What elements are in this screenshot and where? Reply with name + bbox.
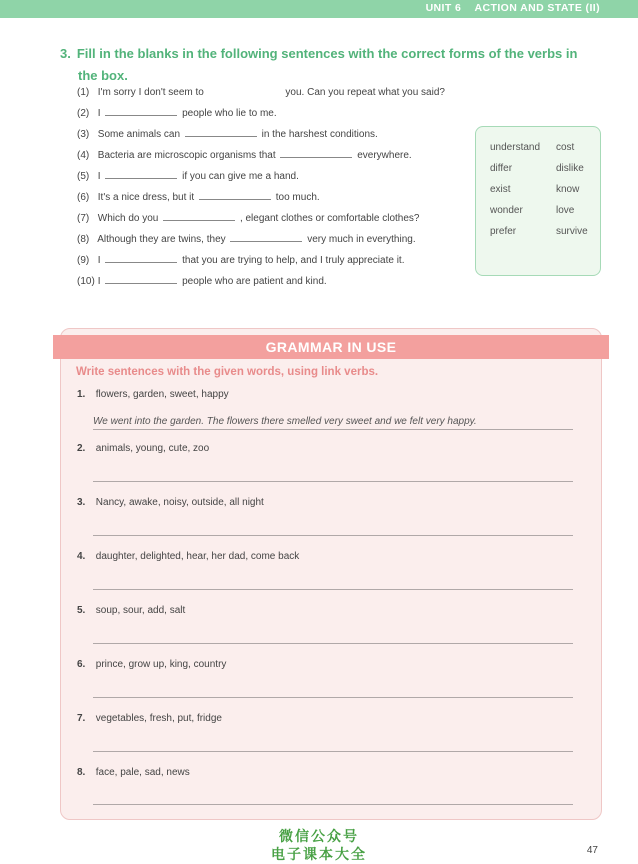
sentence-after: very much in everything. — [307, 234, 416, 245]
sentence-before: It's a nice dress, but it — [97, 192, 195, 203]
sentence-number: (6) — [77, 192, 90, 203]
answer-line[interactable] — [93, 535, 573, 536]
word-item: prefer — [490, 226, 517, 237]
sentence-number: (5) — [77, 171, 90, 182]
sentence-item — [77, 253, 477, 274]
sentence-number: (4) — [77, 150, 90, 161]
given-words: prince, grow up, king, country — [95, 659, 227, 670]
sentence-number: (3) — [77, 129, 90, 140]
sentence-before: I — [97, 276, 101, 287]
blank-line[interactable] — [280, 148, 352, 158]
grammar-item — [77, 389, 577, 400]
watermark-line-1: 微信公众号 — [279, 829, 359, 845]
sentence-before: I'm sorry I don't seem to — [97, 87, 204, 98]
page-number: 47 — [586, 845, 598, 856]
sentence-before: I — [97, 171, 101, 182]
watermark-line-2: 电子课本大全 — [271, 847, 367, 863]
sentence-before: I — [97, 255, 101, 266]
answer-line[interactable] — [93, 481, 573, 482]
grammar-item — [77, 659, 577, 670]
word-grid — [490, 141, 606, 239]
given-words: face, pale, sad, news — [95, 767, 190, 778]
sample-answer: We went into the garden. The flowers there smelled very sweet and we felt very happy. — [93, 416, 477, 427]
blank-line[interactable] — [105, 169, 177, 179]
unit-header — [416, 2, 600, 14]
blank-line[interactable] — [209, 85, 281, 95]
sentence-item — [77, 148, 477, 169]
blank-line[interactable] — [105, 253, 177, 263]
item-number: 1. — [77, 389, 86, 400]
sentence-item — [77, 127, 477, 148]
item-number: 8. — [77, 767, 86, 778]
answer-line[interactable] — [93, 697, 573, 698]
item-number: 4. — [77, 551, 86, 562]
word-item: know — [556, 184, 580, 195]
sentence-item — [77, 211, 477, 232]
sentence-after: , elegant clothes or comfortable clothes? — [239, 213, 420, 224]
sentence-after: if you can give me a hand. — [182, 171, 299, 182]
answer-line[interactable] — [93, 751, 573, 752]
blank-line[interactable] — [105, 274, 177, 284]
answer-line[interactable] — [93, 643, 573, 644]
sentence-item — [77, 274, 477, 295]
sentence-item — [77, 190, 477, 211]
item-number: 3. — [77, 497, 86, 508]
sentence-before: Bacteria are microscopic organisms that — [97, 150, 276, 161]
answer-line[interactable] — [93, 589, 573, 590]
word-item: wonder — [490, 205, 523, 216]
word-item: exist — [490, 184, 511, 195]
item-number: 7. — [77, 713, 86, 724]
blank-line[interactable] — [199, 190, 271, 200]
sentence-number: (8) — [77, 234, 90, 245]
word-item: understand — [490, 142, 541, 153]
grammar-item — [77, 551, 577, 562]
sentence-item — [77, 106, 477, 127]
grammar-item — [77, 767, 577, 778]
sentence-after: in the harshest conditions. — [261, 129, 378, 140]
grammar-card — [60, 328, 602, 820]
unit-label: UNIT 6 — [425, 2, 462, 14]
word-item: love — [556, 205, 575, 216]
given-words: soup, sour, add, salt — [95, 605, 186, 616]
sentence-item — [77, 232, 477, 253]
instruction-line-1: Fill in the blanks in the following sentences with the correct forms of the verbs in — [76, 46, 578, 61]
blank-line[interactable] — [163, 211, 235, 221]
grammar-banner: GRAMMAR IN USE — [53, 335, 609, 359]
item-number: 6. — [77, 659, 86, 670]
given-words: flowers, garden, sweet, happy — [95, 389, 229, 400]
word-item: cost — [556, 142, 575, 153]
sentence-item — [77, 169, 477, 190]
sentence-before: Which do you — [97, 213, 159, 224]
sentence-after: too much. — [275, 192, 320, 203]
exercise-number: 3. — [60, 46, 71, 61]
sentence-list — [77, 85, 477, 295]
answer-line[interactable] — [93, 429, 573, 430]
sentence-after: that you are trying to help, and I truly appreciate it. — [182, 255, 405, 266]
given-words: Nancy, awake, noisy, outside, all night — [95, 497, 264, 508]
word-box — [475, 126, 601, 276]
given-words: vegetables, fresh, put, fridge — [95, 713, 222, 724]
item-number: 2. — [77, 443, 86, 454]
sentence-number: (2) — [77, 108, 90, 119]
blank-line[interactable] — [230, 232, 302, 242]
item-number: 5. — [77, 605, 86, 616]
sentence-after: people who are patient and kind. — [182, 276, 327, 287]
given-words: daughter, delighted, hear, her dad, come back — [95, 551, 300, 562]
sentence-number: (9) — [77, 255, 90, 266]
sentence-after: you. Can you repeat what you said? — [285, 87, 445, 98]
unit-title: ACTION AND STATE (II) — [474, 2, 600, 14]
grammar-item — [77, 497, 577, 508]
blank-line[interactable] — [185, 127, 257, 137]
grammar-instruction: Write sentences with the given words, using link verbs. — [76, 366, 379, 378]
instruction-line-2: the box. — [78, 68, 128, 83]
sentence-before: Some animals can — [97, 129, 181, 140]
answer-line[interactable] — [93, 804, 573, 805]
given-words: animals, young, cute, zoo — [95, 443, 210, 454]
sentence-number: (7) — [77, 213, 90, 224]
grammar-item — [77, 713, 577, 724]
sentence-number: (10) — [77, 276, 95, 287]
word-item: survive — [556, 226, 588, 237]
sentence-item — [77, 85, 477, 106]
sentence-after: everywhere. — [357, 150, 412, 161]
word-item: differ — [490, 163, 513, 174]
blank-line[interactable] — [105, 106, 177, 116]
sentence-before: Although they are twins, they — [97, 234, 226, 245]
grammar-item — [77, 605, 577, 616]
exercise-3-instruction — [60, 43, 610, 87]
sentence-after: people who lie to me. — [182, 108, 277, 119]
sentence-number: (1) — [77, 87, 90, 98]
sentence-before: I — [97, 108, 101, 119]
word-item: dislike — [556, 163, 584, 174]
grammar-item — [77, 443, 577, 454]
